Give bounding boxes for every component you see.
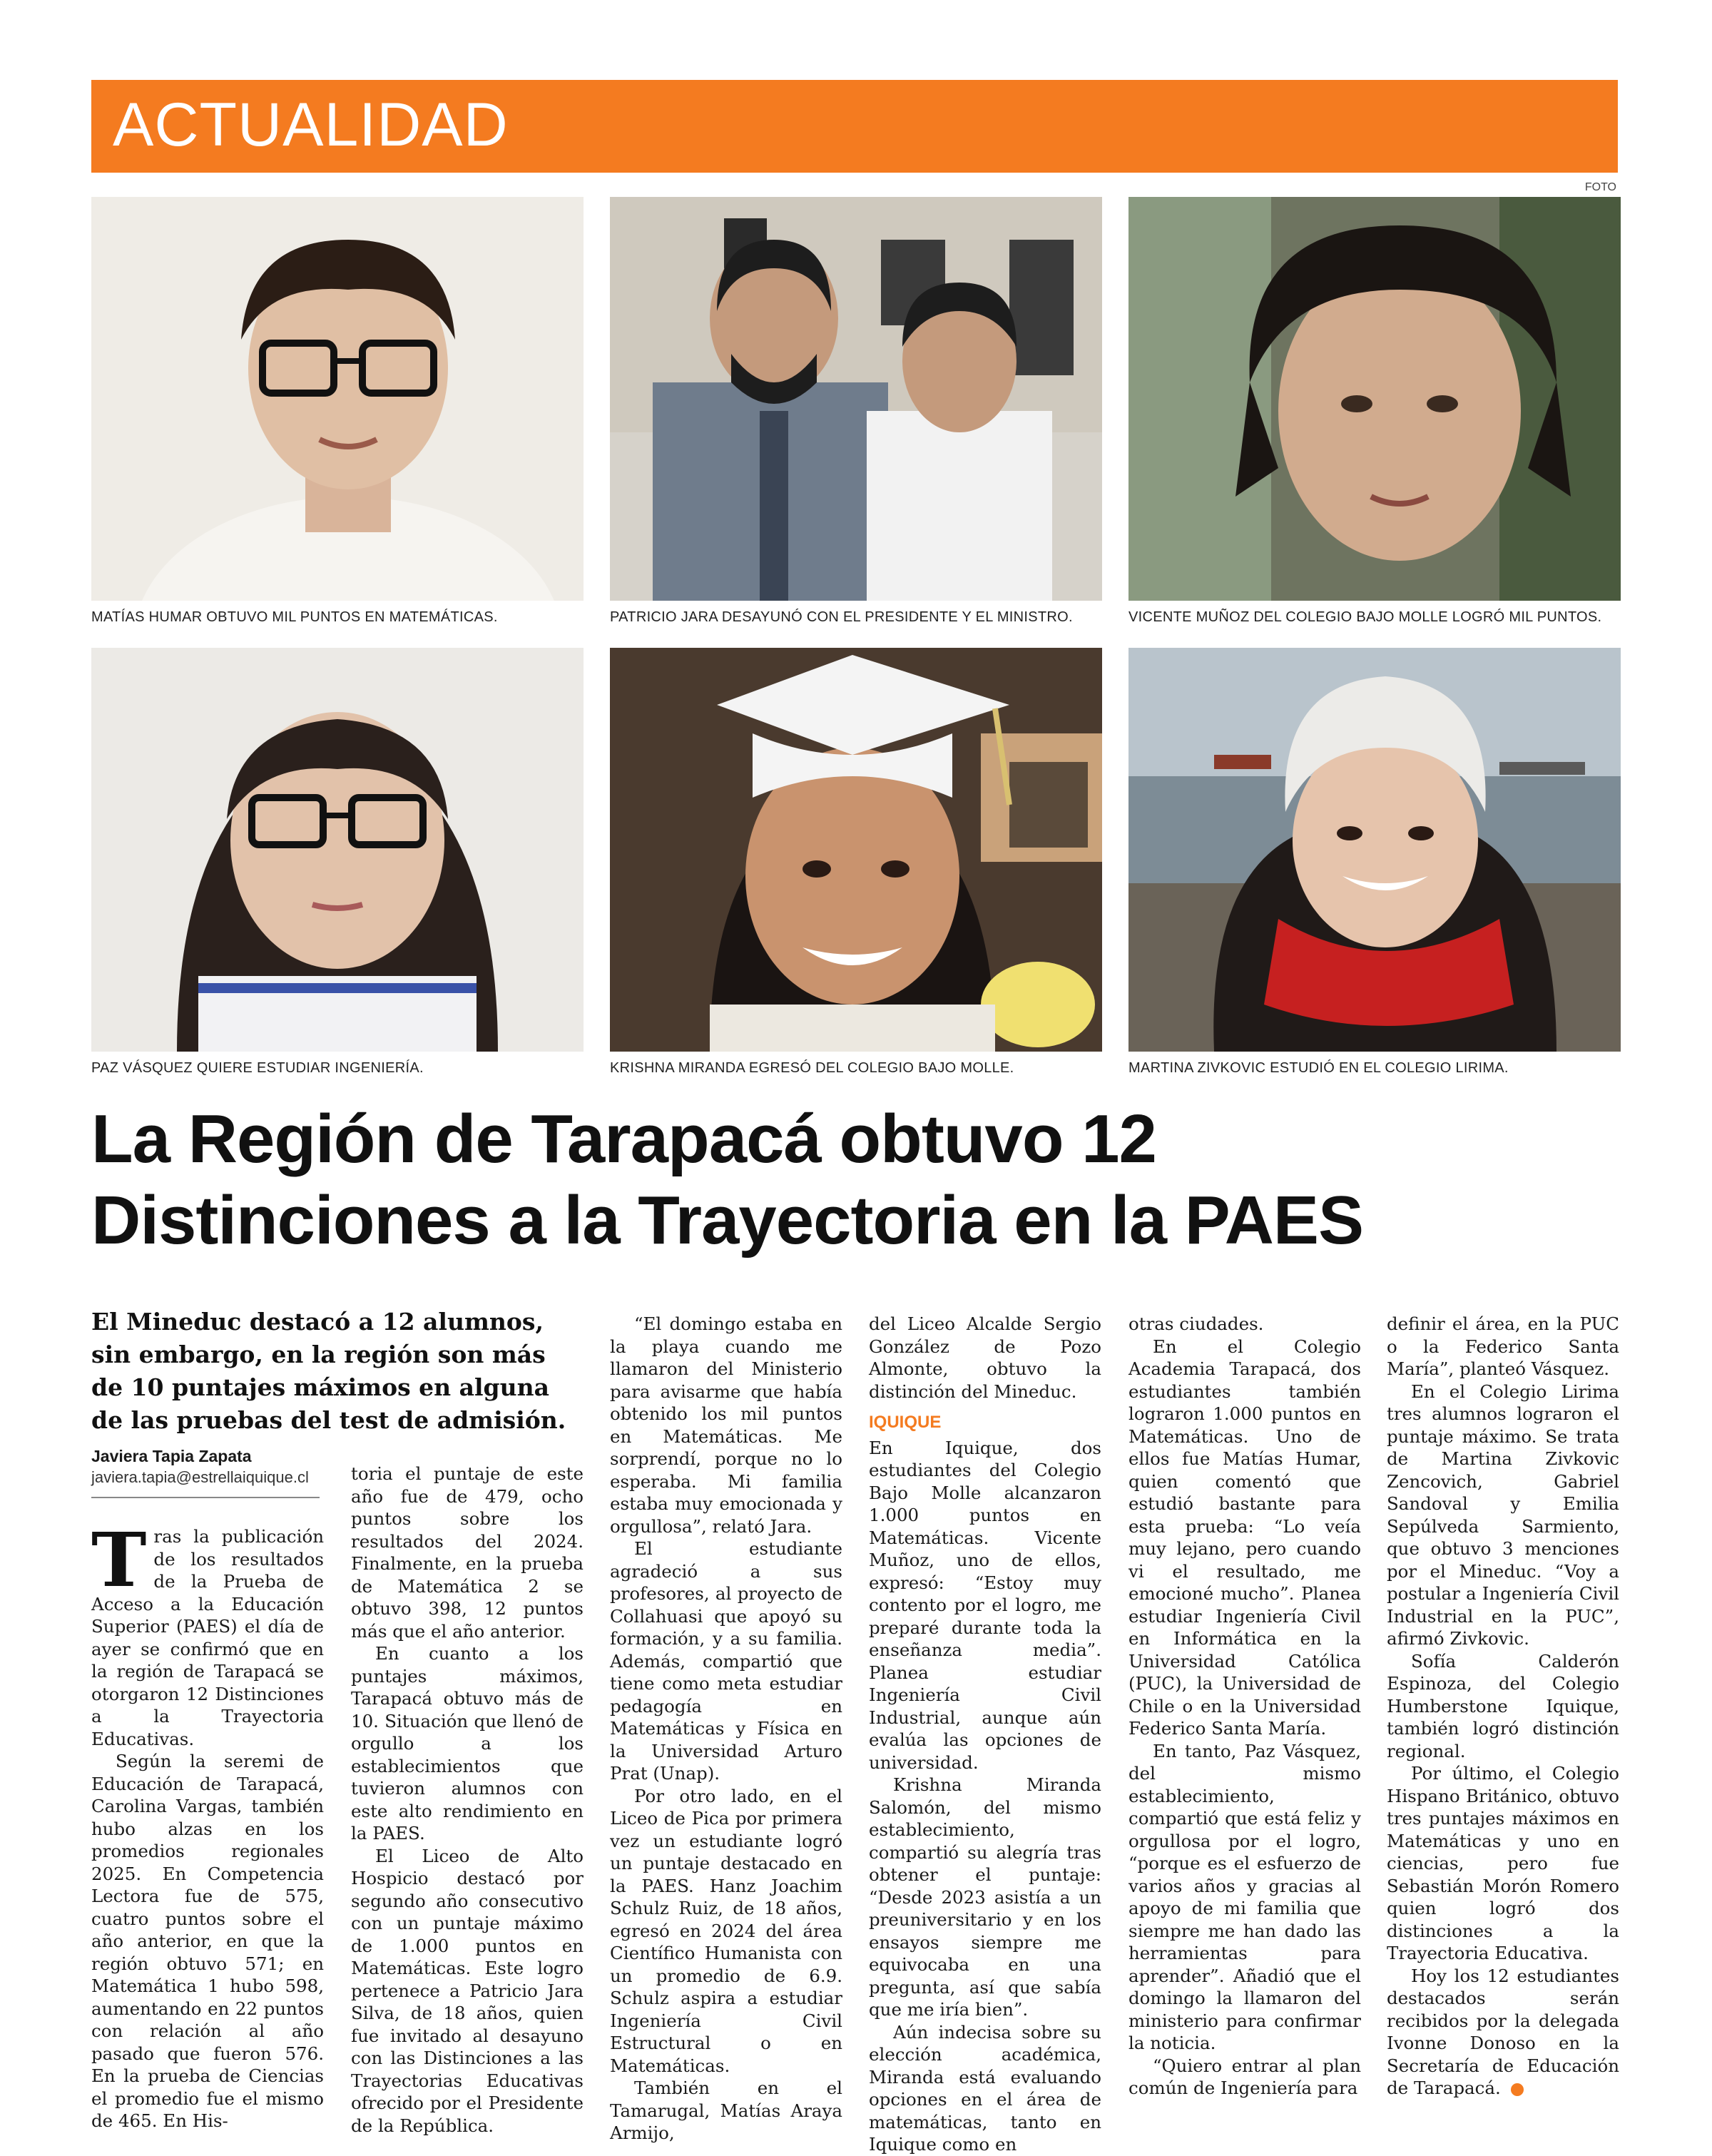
article-paragraph: otras ciudades.: [1128, 1313, 1264, 1334]
article-column-2: [351, 1463, 584, 2137]
article-paragraph: Según la seremi de Educación de Tarapacá, Carolina Vargas, también hubo alzas en los promedios regionales 2025. En Competencia Lectora fue de 575, cuatro puntos sobre el año anterior, en que la región obtuvo 571; en Matemática 1 hubo 598, aumentando en 22 puntos con relación al año pasado que fueron 576. En la prueba de Ciencias el promedio fue el mismo de 465. En His-: [91, 1751, 324, 2131]
article-paragraph: definir el área, en la PUC o la Federico Santa María”, planteó Vásquez.: [1387, 1313, 1619, 1379]
article-column-4: [869, 1313, 1101, 2156]
article-paragraph: En tanto, Paz Vásquez, del mismo establecimiento, compartió que está feliz y orgullosa por el logro, “porque es el esfuerzo de varios años y gracias al apoyo de mi familia que siempre me han dado las herramientas para aprender”. Añadió que el domingo la llamaron del ministerio para confirmar la noticia.: [1128, 1740, 1361, 2053]
photo-caption: MATÍAS HUMAR OBTUVO MIL PUNTOS EN MATEMÁTICAS.: [91, 609, 498, 625]
article-paragraph: [91, 1516, 324, 1750]
article-paragraph: Por último, el Colegio Hispano Británico, obtuvo tres puntajes máximos en Matemáticas y uno en ciencias, pero fue Sebastián Morón Romero quien logró dos distinciones a la Trayectoria Educativa.: [1387, 1763, 1619, 1963]
article-paragraph: El estudiante agradeció a sus profesores, al proyecto de Collahuasi que apoyó su formación, y a su familia. Además, compartió que tiene como meta estudiar pedagogía en Matemáticas y Física en la Universidad Arturo Prat (Unap).: [610, 1538, 842, 1784]
headline-line: La Región de Tarapacá obtuvo 12: [91, 1101, 1156, 1177]
photo-caption: KRISHNA MIRANDA EGRESÓ DEL COLEGIO BAJO MOLLE.: [610, 1060, 1014, 1076]
article-column-6: [1387, 1313, 1619, 2100]
photo-caption: PATRICIO JARA DESAYUNÓ CON EL PRESIDENTE Y EL MINISTRO.: [610, 609, 1073, 625]
article-paragraph: En el Colegio Lirima tres alumnos lograron el puntaje máximo. Se trata de Martina Zivkovic Zencovich, Gabriel Sandoval y Emilia Sepúlveda Sarmiento, que obtuvo 3 menciones por el Mineduc. “Voy a postular a Ingeniería Civil Industrial en la PUC”, afirmó Zivkovic.: [1387, 1380, 1619, 1649]
byline-email: javiera.tapia@estrellaiquique.cl: [91, 1468, 309, 1486]
photo-caption: VICENTE MUÑOZ DEL COLEGIO BAJO MOLLE LOGRÓ MIL PUNTOS.: [1128, 609, 1602, 625]
article-deck: El Mineduc destacó a 12 alumnos, sin embargo, en la región son más de 10 puntajes máximos en alguna de las pruebas del test de admisión.: [91, 1308, 566, 1434]
photo-caption: PAZ VÁSQUEZ QUIERE ESTUDIAR INGENIERÍA.: [91, 1060, 424, 1076]
article-paragraph: “Quiero entrar al plan común de Ingeniería para: [1128, 2055, 1361, 2098]
section-header: [91, 80, 1618, 173]
article-column-5: [1128, 1313, 1361, 2100]
article-paragraph: Por otro lado, en el Liceo de Pica por primera vez un estudiante logró un puntaje destacado en la PAES. Hanz Joachim Schulz Ruiz, de 18 años, egresó en 2024 del área Científico Humanista con un promedio de 6.9. Schulz aspira a estudiar Ingeniería Civil Estructural o en Matemáticas.: [610, 1785, 842, 2076]
paragraph-text: Hoy los 12 estudiantes destacados serán recibidos por la delegada Ivonne Donoso en la Secretaría de Educación de Tarapacá.: [1387, 1965, 1619, 2098]
byline-author: Javiera Tapia Zapata: [91, 1447, 252, 1465]
drop-cap: T: [91, 1516, 147, 1604]
end-mark-icon: ✪: [1511, 2083, 1524, 2096]
headline-line: Distinciones a la Trayectoria en la PAES: [91, 1182, 1363, 1258]
section-label: ACTUALIDAD: [113, 91, 509, 159]
article-paragraph: “El domingo estaba en la playa cuando me llamaron del Ministerio para avisarme que había obtenido los mil puntos en Matemáticas. Me sorprendí, porque no lo esperaba. Mi familia estaba muy emocionada y orgullosa”, relató Jara.: [610, 1313, 842, 1537]
article-paragraph: toria el puntaje de este año fue de 479, ocho puntos sobre los resultados del 2024. Finalmente, en la prueba de Matemática 2 se obtuvo 398, 12 puntos más que el año anterior.: [351, 1463, 584, 1642]
photo-vicente-munoz: [1128, 197, 1621, 601]
article-paragraph: En Iquique, dos estudiantes del Colegio Bajo Molle alcanzaron 1.000 puntos en Matemáticas. Vicente Muñoz, uno de ellos, expresó: “Estoy muy contento por el logro, me preparé durante toda la enseñanza media”. Planea estudiar Ingeniería Civil Industrial, aunque aún evalúa las opciones de universidad.: [869, 1437, 1101, 1773]
article-column-1: [91, 1516, 324, 2132]
article-paragraph: En cuanto a los puntajes máximos, Tarapacá obtuvo más de 10. Situación que llenó de orgullo a los establecimientos que tuvieron alumnos con este alto rendimiento en la PAES.: [351, 1643, 584, 1844]
article-paragraph: [1387, 1965, 1619, 2100]
article-paragraph: El Liceo de Alto Hospicio destacó por segundo año consecutivo con un puntaje máximo de 1.000 puntos en Matemáticas. Este logro pertenece a Patricio Jara Silva, de 18 años, quien fue invitado al desayuno con las Distinciones a las Trayectorias Educativas ofrecido por el Presidente de la República.: [351, 1845, 584, 2136]
photo-caption: MARTINA ZIVKOVIC ESTUDIÓ EN EL COLEGIO LIRIMA.: [1128, 1060, 1509, 1076]
article-paragraph: Krishna Miranda Salomón, del mismo establecimiento, compartió su alegría tras obtener el puntaje: “Desde 2023 asistía a un preuniversitario y en los ensayos siempre me equivocaba en una pregunta, así que sabía que me iría bien”.: [869, 1774, 1101, 2020]
article-paragraph: Aún indecisa sobre su elección académica, Miranda está evaluando opciones en el área de matemáticas, tanto en Iquique como en: [869, 2021, 1101, 2155]
photo-patricio-jara: [610, 197, 1102, 601]
photo-krishna-miranda: [610, 648, 1102, 1052]
headline: [91, 1099, 1632, 1261]
article-paragraph: Sofía Calderón Espinoza, del Colegio Humberstone Iquique, también logró distinción regional.: [1387, 1650, 1619, 1761]
byline-divider: [91, 1497, 320, 1498]
photo-credit: FOTO: [1584, 181, 1616, 193]
photo-matias-humar: [91, 197, 584, 601]
article-paragraph: También en el Tamarugal, Matías Araya Armijo,: [610, 2078, 842, 2143]
article-paragraph: En el Colegio Academia Tarapacá, dos estudiantes también lograron 1.000 puntos en Matemáticas. Uno de ellos fue Matías Humar, quien comentó que estudió bastante para esta prueba: “Lo veía muy lejano, pero cuando vi el resultado, me emocioné mucho”. Planea estudiar Ingeniería Civil en Informática en la Universidad Católica (PUC), la Universidad de Chile o en la Universidad Federico Santa María.: [1128, 1336, 1361, 1739]
article-column-3: [610, 1313, 842, 2145]
photo-paz-vasquez: [91, 648, 584, 1052]
paragraph-text: ras la publicación de los resultados de la Prueba de Acceso a la Educación Superior (PAES) el día de ayer se confirmó que en la región de Tarapacá se otorgaron 12 Distinciones a la Trayectoria Educativas.: [91, 1526, 324, 1749]
section-subhead: IQUIQUE: [869, 1413, 942, 1432]
article-paragraph: del Liceo Alcalde Sergio González de Pozo Almonte, obtuvo la distinción del Mineduc.: [869, 1313, 1101, 1402]
photo-martina-zivkovic: [1128, 648, 1621, 1052]
